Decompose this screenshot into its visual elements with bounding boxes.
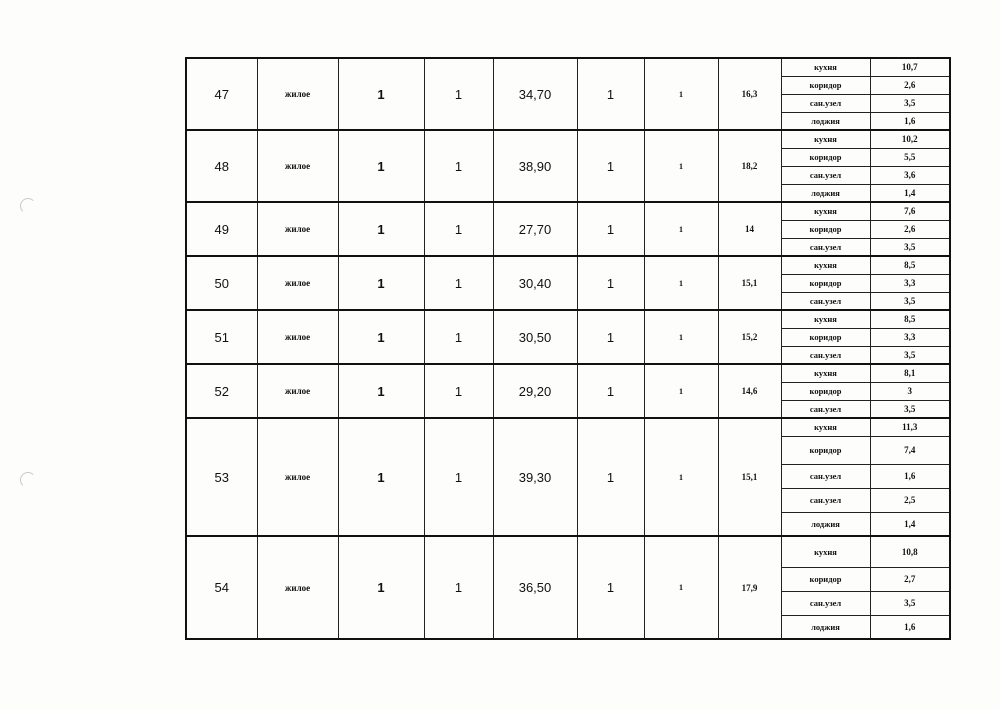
- apartment-group: [186, 364, 950, 418]
- apartment-group: [186, 310, 950, 364]
- premise-type: жилое: [257, 202, 338, 256]
- total-area: 29,20: [493, 364, 577, 418]
- living-area: 15,1: [718, 256, 781, 310]
- room-name: лоджия: [781, 112, 870, 130]
- room-name: коридор: [781, 76, 870, 94]
- room-area: 3,5: [870, 346, 950, 364]
- column-7-value: 1: [644, 58, 718, 130]
- column-7-value: 1: [644, 202, 718, 256]
- room-name: коридор: [781, 274, 870, 292]
- apartment-number: 49: [186, 202, 257, 256]
- total-area: 30,40: [493, 256, 577, 310]
- living-area: 14: [718, 202, 781, 256]
- room-name: сан.узел: [781, 238, 870, 256]
- room-area: 1,6: [870, 615, 950, 639]
- room-area: 3,5: [870, 591, 950, 615]
- premise-type: жилое: [257, 418, 338, 536]
- room-name: кухня: [781, 418, 870, 436]
- apartment-table: [185, 57, 951, 640]
- premise-type: жилое: [257, 310, 338, 364]
- table-row: [186, 418, 950, 436]
- room-count: 1: [338, 256, 424, 310]
- room-area: 2,7: [870, 567, 950, 591]
- table-row: [186, 310, 950, 328]
- room-area: 3,3: [870, 328, 950, 346]
- room-name: лоджия: [781, 184, 870, 202]
- column-6-value: 1: [577, 310, 644, 364]
- living-area: 14,6: [718, 364, 781, 418]
- room-name: коридор: [781, 148, 870, 166]
- table-row: [186, 536, 950, 567]
- table-row: [186, 364, 950, 382]
- punch-hole-mark: [20, 198, 36, 214]
- column-6-value: 1: [577, 364, 644, 418]
- apartment-group: [186, 418, 950, 536]
- room-area: 3,3: [870, 274, 950, 292]
- apartment-number: 50: [186, 256, 257, 310]
- room-name: сан.узел: [781, 591, 870, 615]
- room-area: 11,3: [870, 418, 950, 436]
- apartment-number: 54: [186, 536, 257, 639]
- room-area: 8,5: [870, 256, 950, 274]
- room-name: коридор: [781, 567, 870, 591]
- room-name: коридор: [781, 220, 870, 238]
- table-row: [186, 256, 950, 274]
- apartment-group: [186, 536, 950, 639]
- column-4-value: 1: [424, 58, 493, 130]
- column-6-value: 1: [577, 536, 644, 639]
- room-name: коридор: [781, 328, 870, 346]
- column-4-value: 1: [424, 310, 493, 364]
- room-count: 1: [338, 418, 424, 536]
- room-name: кухня: [781, 202, 870, 220]
- table-row: [186, 58, 950, 76]
- column-6-value: 1: [577, 202, 644, 256]
- room-name: кухня: [781, 364, 870, 382]
- room-area: 1,4: [870, 184, 950, 202]
- room-count: 1: [338, 536, 424, 639]
- room-name: кухня: [781, 58, 870, 76]
- room-area: 7,6: [870, 202, 950, 220]
- apartment-number: 48: [186, 130, 257, 202]
- total-area: 30,50: [493, 310, 577, 364]
- room-count: 1: [338, 310, 424, 364]
- room-area: 2,5: [870, 488, 950, 512]
- room-area: 8,5: [870, 310, 950, 328]
- total-area: 39,30: [493, 418, 577, 536]
- column-6-value: 1: [577, 58, 644, 130]
- room-area: 3,5: [870, 238, 950, 256]
- column-6-value: 1: [577, 256, 644, 310]
- living-area: 15,1: [718, 418, 781, 536]
- apartment-number: 53: [186, 418, 257, 536]
- total-area: 36,50: [493, 536, 577, 639]
- room-name: кухня: [781, 536, 870, 567]
- room-area: 5,5: [870, 148, 950, 166]
- column-6-value: 1: [577, 418, 644, 536]
- room-name: коридор: [781, 436, 870, 464]
- premise-type: жилое: [257, 130, 338, 202]
- column-7-value: 1: [644, 310, 718, 364]
- living-area: 18,2: [718, 130, 781, 202]
- room-area: 3,5: [870, 400, 950, 418]
- room-name: сан.узел: [781, 400, 870, 418]
- column-7-value: 1: [644, 130, 718, 202]
- room-name: сан.узел: [781, 488, 870, 512]
- room-area: 10,7: [870, 58, 950, 76]
- room-name: коридор: [781, 382, 870, 400]
- room-area: 1,4: [870, 512, 950, 536]
- punch-hole-mark: [20, 472, 36, 488]
- premise-type: жилое: [257, 364, 338, 418]
- apartment-group: [186, 256, 950, 310]
- room-area: 10,8: [870, 536, 950, 567]
- column-7-value: 1: [644, 418, 718, 536]
- room-area: 8,1: [870, 364, 950, 382]
- living-area: 16,3: [718, 58, 781, 130]
- total-area: 34,70: [493, 58, 577, 130]
- room-name: кухня: [781, 256, 870, 274]
- living-area: 15,2: [718, 310, 781, 364]
- room-area: 1,6: [870, 464, 950, 488]
- room-name: кухня: [781, 130, 870, 148]
- column-4-value: 1: [424, 364, 493, 418]
- apartment-number: 51: [186, 310, 257, 364]
- total-area: 27,70: [493, 202, 577, 256]
- room-name: сан.узел: [781, 292, 870, 310]
- column-7-value: 1: [644, 256, 718, 310]
- room-name: кухня: [781, 310, 870, 328]
- room-area: 3,6: [870, 166, 950, 184]
- column-7-value: 1: [644, 364, 718, 418]
- premise-type: жилое: [257, 536, 338, 639]
- column-4-value: 1: [424, 256, 493, 310]
- room-area: 1,6: [870, 112, 950, 130]
- table-row: [186, 202, 950, 220]
- column-7-value: 1: [644, 536, 718, 639]
- room-area: 3: [870, 382, 950, 400]
- room-name: лоджия: [781, 615, 870, 639]
- apartment-number: 52: [186, 364, 257, 418]
- room-area: 2,6: [870, 220, 950, 238]
- room-count: 1: [338, 202, 424, 256]
- room-count: 1: [338, 364, 424, 418]
- room-area: 10,2: [870, 130, 950, 148]
- apartment-group: [186, 58, 950, 130]
- room-count: 1: [338, 130, 424, 202]
- apartment-group: [186, 130, 950, 202]
- room-area: 2,6: [870, 76, 950, 94]
- room-area: 7,4: [870, 436, 950, 464]
- column-6-value: 1: [577, 130, 644, 202]
- table-row: [186, 130, 950, 148]
- room-name: сан.узел: [781, 166, 870, 184]
- apartment-group: [186, 202, 950, 256]
- column-4-value: 1: [424, 418, 493, 536]
- column-4-value: 1: [424, 130, 493, 202]
- living-area: 17,9: [718, 536, 781, 639]
- room-area: 3,5: [870, 292, 950, 310]
- total-area: 38,90: [493, 130, 577, 202]
- room-area: 3,5: [870, 94, 950, 112]
- room-name: сан.узел: [781, 464, 870, 488]
- room-name: сан.узел: [781, 94, 870, 112]
- room-name: лоджия: [781, 512, 870, 536]
- room-count: 1: [338, 58, 424, 130]
- premise-type: жилое: [257, 256, 338, 310]
- apartment-number: 47: [186, 58, 257, 130]
- column-4-value: 1: [424, 536, 493, 639]
- premise-type: жилое: [257, 58, 338, 130]
- column-4-value: 1: [424, 202, 493, 256]
- room-name: сан.узел: [781, 346, 870, 364]
